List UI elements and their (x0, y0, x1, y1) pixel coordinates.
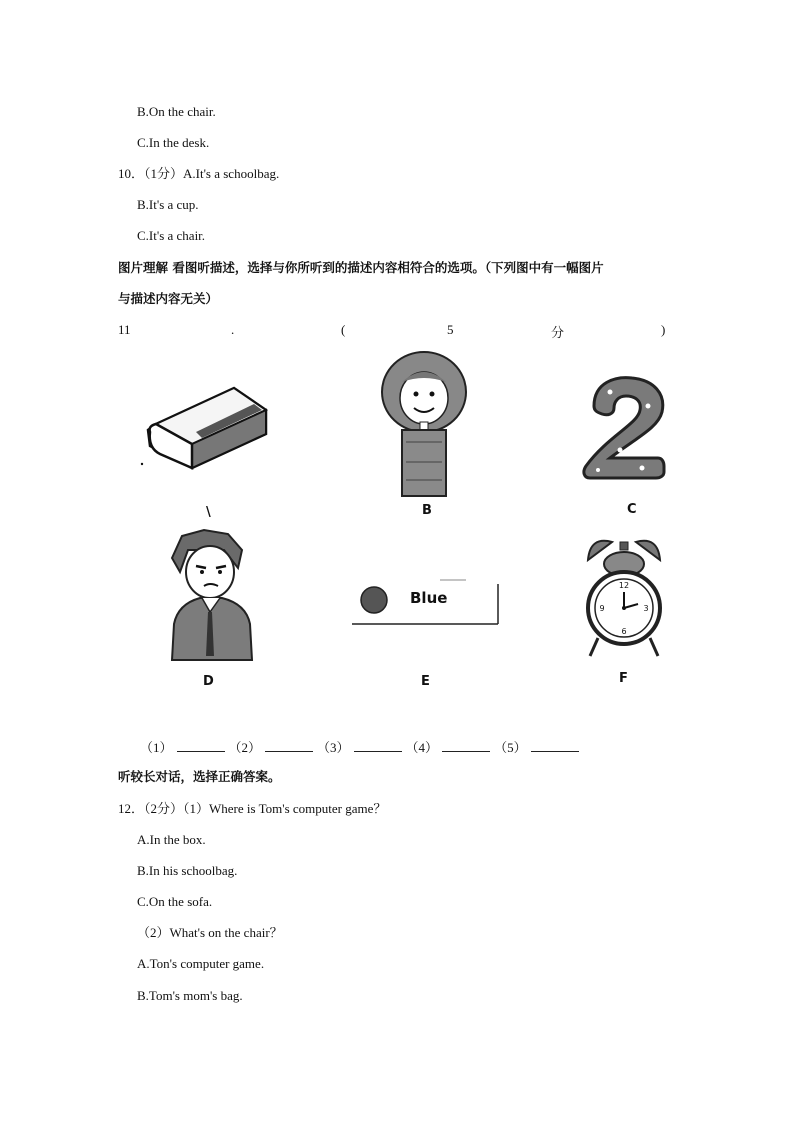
q11-unit: 分 (551, 325, 565, 340)
picture-section-instruction: 图片理解 看图听描述，选择与你所听到的描述内容相符合的选项。（下列图中有一幅图片 (118, 260, 604, 275)
picture-e (350, 576, 500, 628)
picture-c (580, 372, 672, 482)
picture-e-label: E (421, 674, 430, 689)
q10-option-c: C.It's a chair. (137, 228, 206, 243)
blank-2-field[interactable] (265, 739, 313, 752)
picture-d-label: D (203, 674, 214, 689)
svg-text:9: 9 (599, 604, 605, 613)
blank-3-label: （3） (317, 740, 350, 755)
picture-f-label: F (619, 671, 628, 686)
q11-header (118, 322, 670, 340)
q11-close-paren: ) (661, 322, 666, 337)
blank-3-field[interactable] (354, 739, 402, 752)
q10-option-b: B.It's a cup. (137, 197, 199, 212)
q10-stem: 10．（1分）A.It's a schoolbag. (118, 166, 280, 181)
q12-part2-option-b: B.Tom's mom's bag. (137, 988, 243, 1003)
svg-text:12: 12 (618, 581, 630, 590)
girl-icon (380, 352, 468, 498)
q12-part2-option-a: A.Ton's computer game. (137, 956, 265, 971)
blank-2-label: （2） (228, 740, 262, 755)
q12-option-b: B.In his schoolbag. (137, 863, 238, 878)
q11-dot: . (231, 322, 235, 337)
q11-answer-blanks (140, 739, 583, 756)
picture-a-label: \ (206, 505, 211, 520)
q11-points: 5 (447, 322, 454, 337)
boy-icon (164, 528, 262, 662)
blank-5-label: （5） (494, 740, 527, 755)
q12-stem: 12．（2分）（1）Where is Tom's computer game？ (118, 801, 387, 816)
q11-open-paren: ( (341, 322, 346, 337)
alarm-clock-icon (584, 534, 664, 662)
blank-4-field[interactable] (442, 739, 490, 752)
number-two-icon (580, 372, 672, 482)
picture-c-label: C (627, 502, 637, 517)
blank-5-field[interactable] (531, 739, 579, 752)
blank-4-label: （4） (405, 740, 439, 755)
dialog-section-instruction: 听较长对话，选择正确答案。 (118, 769, 281, 784)
q12-option-a: A.In the box. (137, 832, 206, 847)
svg-text:6: 6 (621, 627, 627, 636)
q9-option-b: B.On the chair. (137, 104, 216, 119)
picture-a (138, 382, 274, 474)
picture-f (584, 534, 664, 662)
q12-option-c: C.On the sofa. (137, 894, 213, 909)
picture-b (380, 352, 468, 498)
blue-card-text: Blue (410, 589, 448, 607)
q11-number: 11 (118, 322, 131, 337)
svg-text:3: 3 (643, 604, 649, 613)
q9-option-c: C.In the desk. (137, 135, 210, 150)
blank-1-field[interactable] (177, 739, 225, 752)
picture-d (164, 528, 262, 662)
blank-1-label: （1） (140, 740, 173, 755)
picture-b-label: B (422, 503, 432, 518)
picture-section-instruction-cont: 与描述内容无关） (118, 291, 219, 306)
eraser-icon (138, 382, 274, 474)
q12-part2-stem: （2）What's on the chair？ (137, 925, 283, 940)
